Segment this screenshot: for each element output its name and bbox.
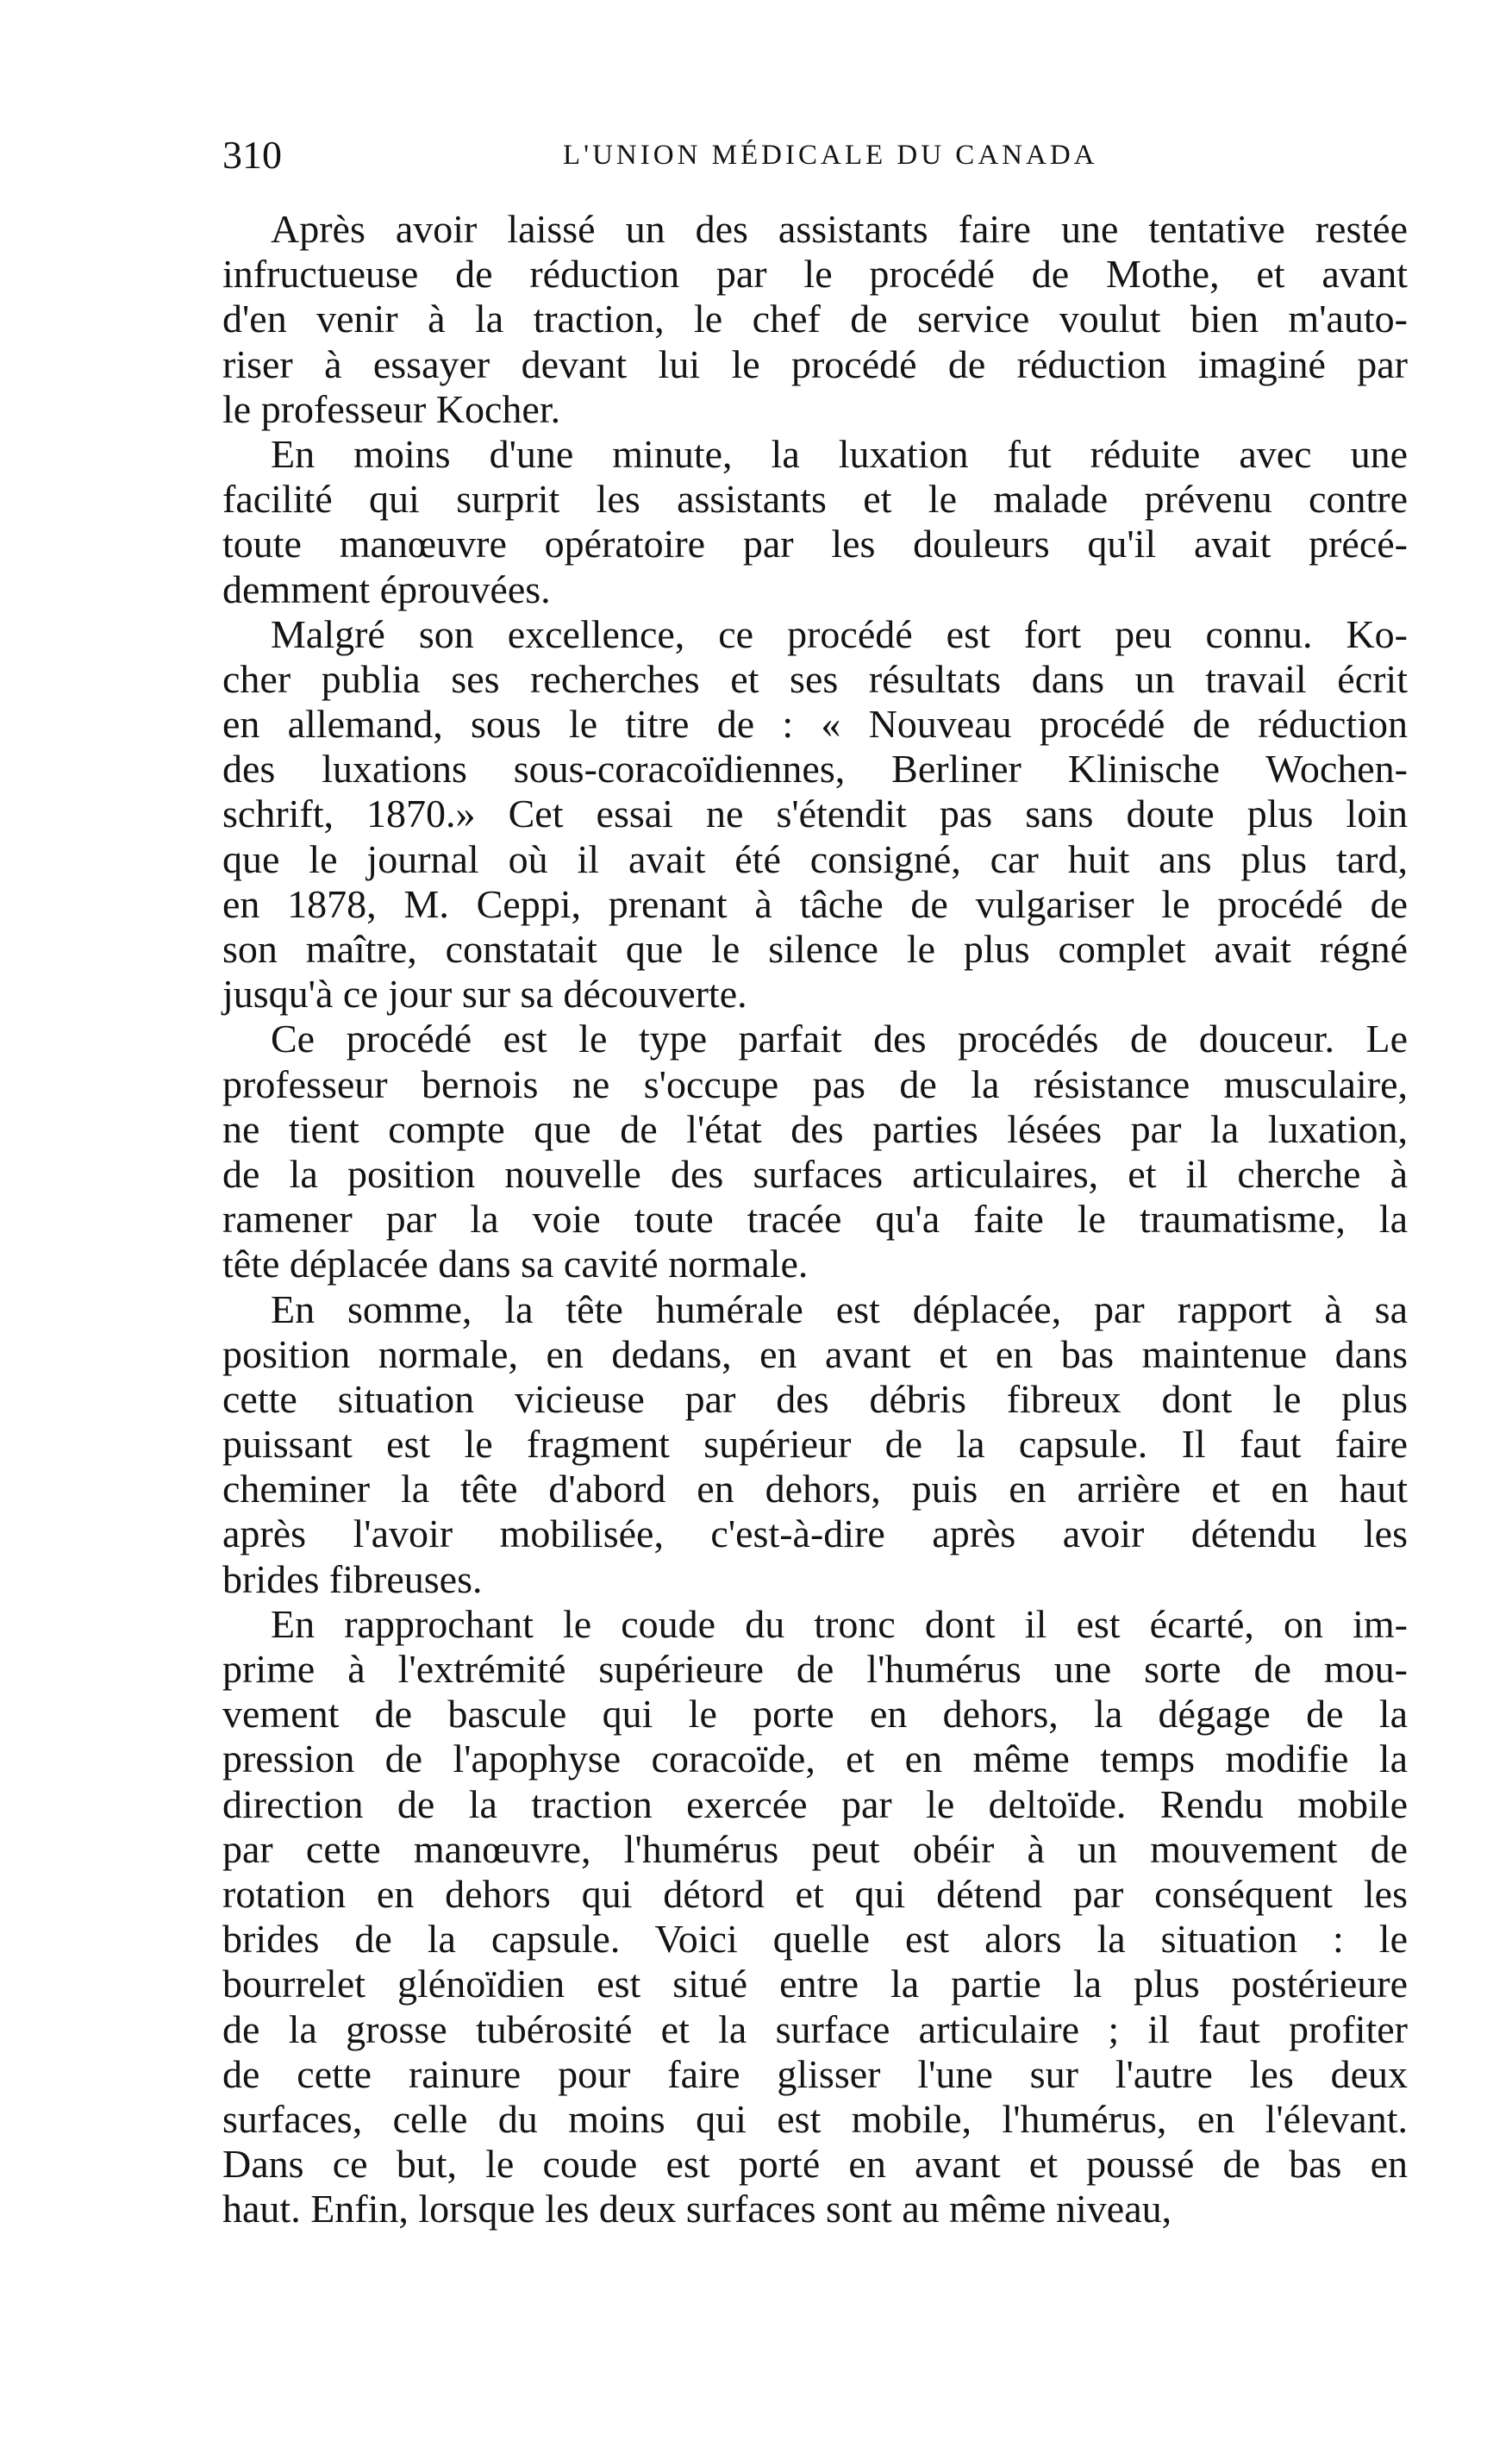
text-line: surfaces, celle du moins qui est mobile, l'humérus, en l'élevant. (222, 2096, 1408, 2141)
text-line: pression de l'apophyse coracoïde, et en même temps modifie la (222, 1737, 1408, 1781)
text-line: bourrelet glénoïdien est situé entre la partie la plus postérieure (222, 1962, 1408, 2006)
text-line: Ce procédé est le type parfait des procédés de douceur. Le (271, 1017, 1408, 1061)
text-line: En rapprochant le coude du tronc dont il est écarté, on im- (271, 1601, 1408, 1646)
text-line: que le journal où il avait été consigné, car huit ans plus tard, (222, 836, 1408, 881)
text-line: toute manœuvre opératoire par les douleurs qu'il avait précé- (222, 522, 1408, 566)
text-line: en 1878, M. Ceppi, prenant à tâche de vulgariser le procédé de (222, 881, 1408, 926)
text-line: son maître, constatait que le silence le plus complet avait régné (222, 927, 1408, 971)
text-line: en allemand, sous le titre de : « Nouveau procédé de réduction (222, 702, 1408, 747)
text-line: après l'avoir mobilisée, c'est-à-dire après avoir détendu les (222, 1512, 1408, 1556)
text-line: position normale, en dedans, en avant et en bas maintenue dans (222, 1331, 1408, 1376)
text-line: schrift, 1870.» Cet essai ne s'étendit pas sans doute plus loin (222, 792, 1408, 836)
text-line: tête déplacée dans sa cavité normale. (222, 1242, 809, 1286)
text-line: par cette manœuvre, l'humérus peut obéir à un mouvement de (222, 1826, 1408, 1871)
page-header (222, 129, 1403, 181)
text-line: le professeur Kocher. (222, 386, 561, 431)
running-head: L'UNION MÉDICALE DU CANADA (563, 140, 1098, 171)
text-line: professeur bernois ne s'occupe pas de la résistance musculaire, (222, 1061, 1408, 1106)
paragraph (222, 612, 1408, 1017)
page-number: 310 (222, 133, 282, 177)
text-line: brides de la capsule. Voici quelle est alors la situation : le (222, 1917, 1408, 1962)
text-line: brides fibreuses. (222, 1556, 483, 1601)
text-line: rotation en dehors qui détord et qui détend par conséquent les (222, 1871, 1408, 1916)
text-line: infructueuse de réduction par le procédé de Mothe, et avant (222, 252, 1408, 297)
text-line: des luxations sous-coracoïdiennes, Berliner Klinische Wochen- (222, 747, 1408, 792)
text-line: ne tient compte que de l'état des parties lésées par la luxation, (222, 1106, 1408, 1151)
text-line: Après avoir laissé un des assistants faire une tentative restée (271, 207, 1408, 251)
text-line: Dans ce but, le coude est porté en avant et poussé de bas en (222, 2142, 1408, 2187)
text-line: prime à l'extrémité supérieure de l'humérus une sorte de mou- (222, 1647, 1408, 1691)
paragraph (222, 1287, 1408, 1602)
text-line: de cette rainure pour faire glisser l'une sur l'autre les deux (222, 2051, 1408, 2096)
text-line: facilité qui surprit les assistants et le malade prévenu contre (222, 477, 1408, 522)
text-line: riser à essayer devant lui le procédé de réduction imaginé par (222, 341, 1408, 386)
text-line: vement de bascule qui le porte en dehors, la dégage de la (222, 1692, 1408, 1737)
text-line: jusqu'à ce jour sur sa découverte. (222, 972, 747, 1017)
text-line: cette situation vicieuse par des débris fibreux dont le plus (222, 1376, 1408, 1421)
text-line: d'en venir à la traction, le chef de service voulut bien m'auto- (222, 297, 1408, 341)
paragraph (222, 1017, 1408, 1286)
text-line: ramener par la voie toute tracée qu'a faite le traumatisme, la (222, 1197, 1408, 1242)
body-text (222, 207, 1408, 2231)
paragraph (222, 1602, 1408, 2232)
text-line: En somme, la tête humérale est déplacée, par rapport à sa (271, 1286, 1408, 1331)
text-line: de la position nouvelle des surfaces articulaires, et il cherche à (222, 1151, 1408, 1196)
text-line: Malgré son excellence, ce procédé est fort peu connu. Ko- (271, 611, 1408, 656)
text-line: puissant est le fragment supérieur de la capsule. Il faut faire (222, 1422, 1408, 1467)
text-line: demment éprouvées. (222, 566, 551, 611)
text-line: En moins d'une minute, la luxation fut réduite avec une (271, 431, 1408, 476)
text-line: de la grosse tubérosité et la surface articulaire ; il faut profiter (222, 2006, 1408, 2051)
paragraph (222, 207, 1408, 432)
text-line: haut. Enfin, lorsque les deux surfaces sont au même niveau, (222, 2187, 1172, 2231)
paragraph (222, 432, 1408, 612)
text-line: direction de la traction exercée par le deltoïde. Rendu mobile (222, 1781, 1408, 1826)
text-line: cher publia ses recherches et ses résultats dans un travail écrit (222, 656, 1408, 701)
text-line: cheminer la tête d'abord en dehors, puis en arrière et en haut (222, 1467, 1408, 1512)
